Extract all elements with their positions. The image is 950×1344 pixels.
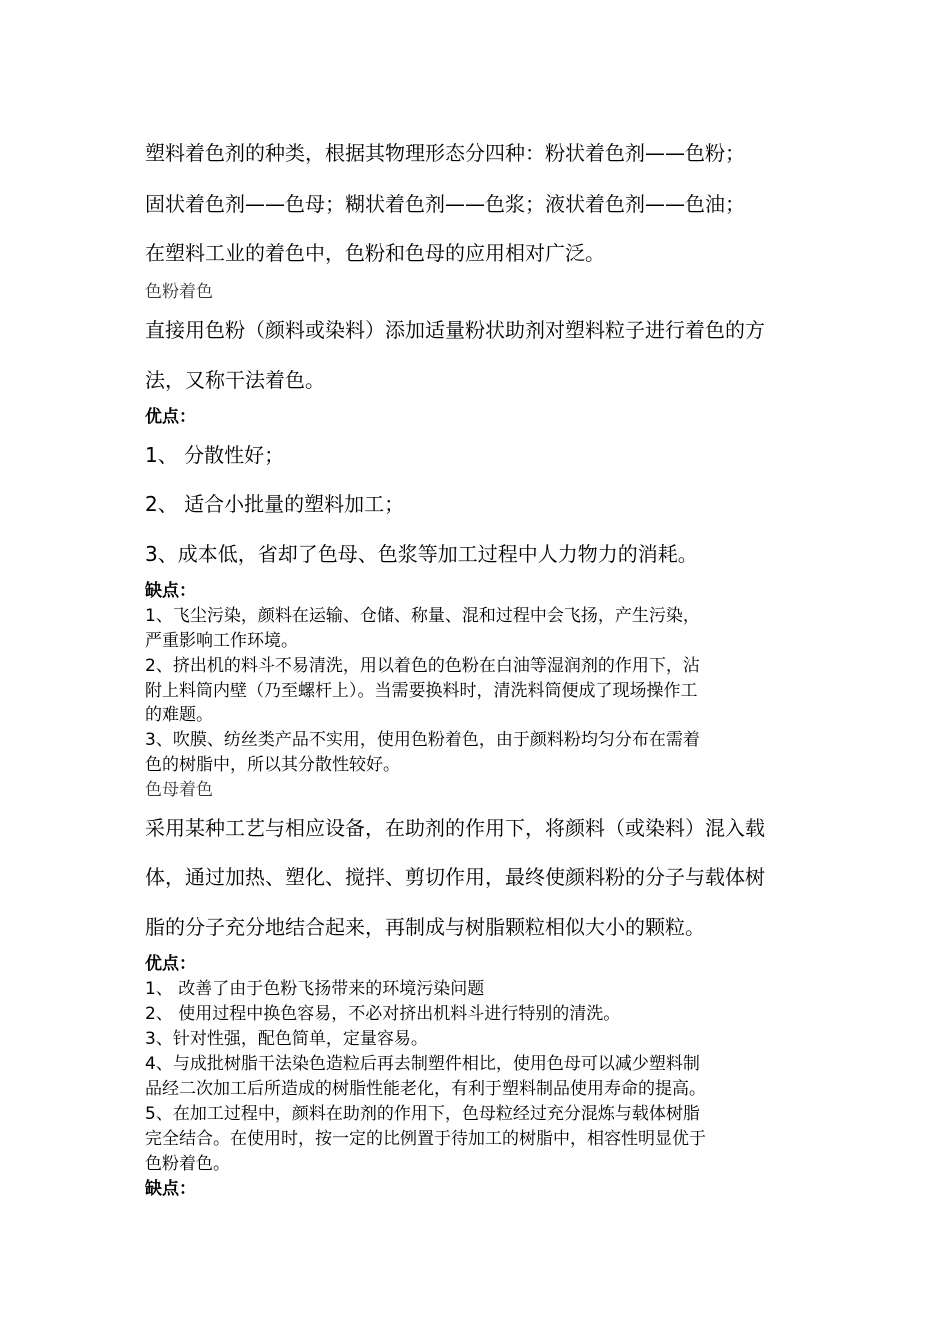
- powder-con-line: 色的树脂中，所以其分散性较好。: [145, 755, 400, 775]
- powder-con-line: 附上料筒内壁（乃至螺杆上）。当需要换料时，清洗料筒便成了现场操作工: [145, 681, 698, 701]
- masterbatch-pro-line: 2、 使用过程中换色容易，不必对挤出机料斗进行特别的清洗。: [145, 1004, 621, 1024]
- masterbatch-desc-line-2: 体，通过加热、塑化、搅拌、剪切作用，最终使颜料粉的分子与载体树: [145, 865, 765, 889]
- powder-con-line: 的难题。: [145, 705, 213, 725]
- masterbatch-pro-line: 色粉着色。: [145, 1154, 230, 1174]
- masterbatch-pro-line: 1、 改善了由于色粉飞扬带来的环境污染问题: [145, 979, 485, 999]
- masterbatch-cons-label: 缺点：: [145, 1179, 196, 1199]
- powder-pros-label: 优点：: [145, 407, 196, 427]
- powder-desc-line-2: 法，又称干法着色。: [145, 368, 325, 392]
- powder-con-line: 2、挤出机的料斗不易清洗，用以着色的色粉在白油等湿润剂的作用下，沾: [145, 656, 700, 676]
- powder-con-line: 1、飞尘污染，颜料在运输、仓储、称量、混和过程中会飞扬，产生污染，: [145, 606, 700, 626]
- powder-con-line: 3、吹膜、纺丝类产品不实用，使用色粉着色，由于颜料粉均匀分布在需着: [145, 730, 700, 750]
- powder-pro-item: 2、 适合小批量的塑料加工；: [145, 492, 405, 516]
- powder-con-line: 严重影响工作环境。: [145, 631, 298, 651]
- intro-line-1: 塑料着色剂的种类，根据其物理形态分四种：粉状着色剂——色粉；: [145, 141, 745, 165]
- powder-desc-line-1: 直接用色粉（颜料或染料）添加适量粉状助剂对塑料粒子进行着色的方: [145, 318, 765, 342]
- masterbatch-pro-line: 品经二次加工后所造成的树脂性能老化，有利于塑料制品使用寿命的提高。: [145, 1079, 706, 1099]
- masterbatch-desc-line-3: 脂的分子充分地结合起来，再制成与树脂颗粒相似大小的颗粒。: [145, 915, 705, 939]
- masterbatch-pro-line: 5、在加工过程中，颜料在助剂的作用下，色母粒经过充分混炼与载体树脂: [145, 1104, 700, 1124]
- section-heading-masterbatch: 色母着色: [145, 780, 213, 800]
- powder-pro-item: 1、 分散性好；: [145, 443, 285, 467]
- masterbatch-pro-line: 4、与成批树脂干法染色造粒后再去制塑件相比，使用色母可以减少塑料制: [145, 1054, 700, 1074]
- masterbatch-pros-label: 优点：: [145, 954, 196, 974]
- masterbatch-desc-line-1: 采用某种工艺与相应设备，在助剂的作用下，将颜料（或染料）混入载: [145, 816, 765, 840]
- intro-line-2: 固状着色剂——色母；糊状着色剂——色浆；液状着色剂——色油；: [145, 192, 745, 216]
- powder-cons-label: 缺点：: [145, 581, 196, 601]
- intro-line-3: 在塑料工业的着色中，色粉和色母的应用相对广泛。: [145, 241, 605, 265]
- section-heading-powder: 色粉着色: [145, 282, 213, 302]
- powder-pro-item: 3、成本低，省却了色母、色浆等加工过程中人力物力的消耗。: [145, 542, 698, 566]
- masterbatch-pro-line: 3、针对性强，配色简单，定量容易。: [145, 1029, 428, 1049]
- masterbatch-pro-line: 完全结合。在使用时，按一定的比例置于待加工的树脂中，相容性明显优于: [145, 1129, 706, 1149]
